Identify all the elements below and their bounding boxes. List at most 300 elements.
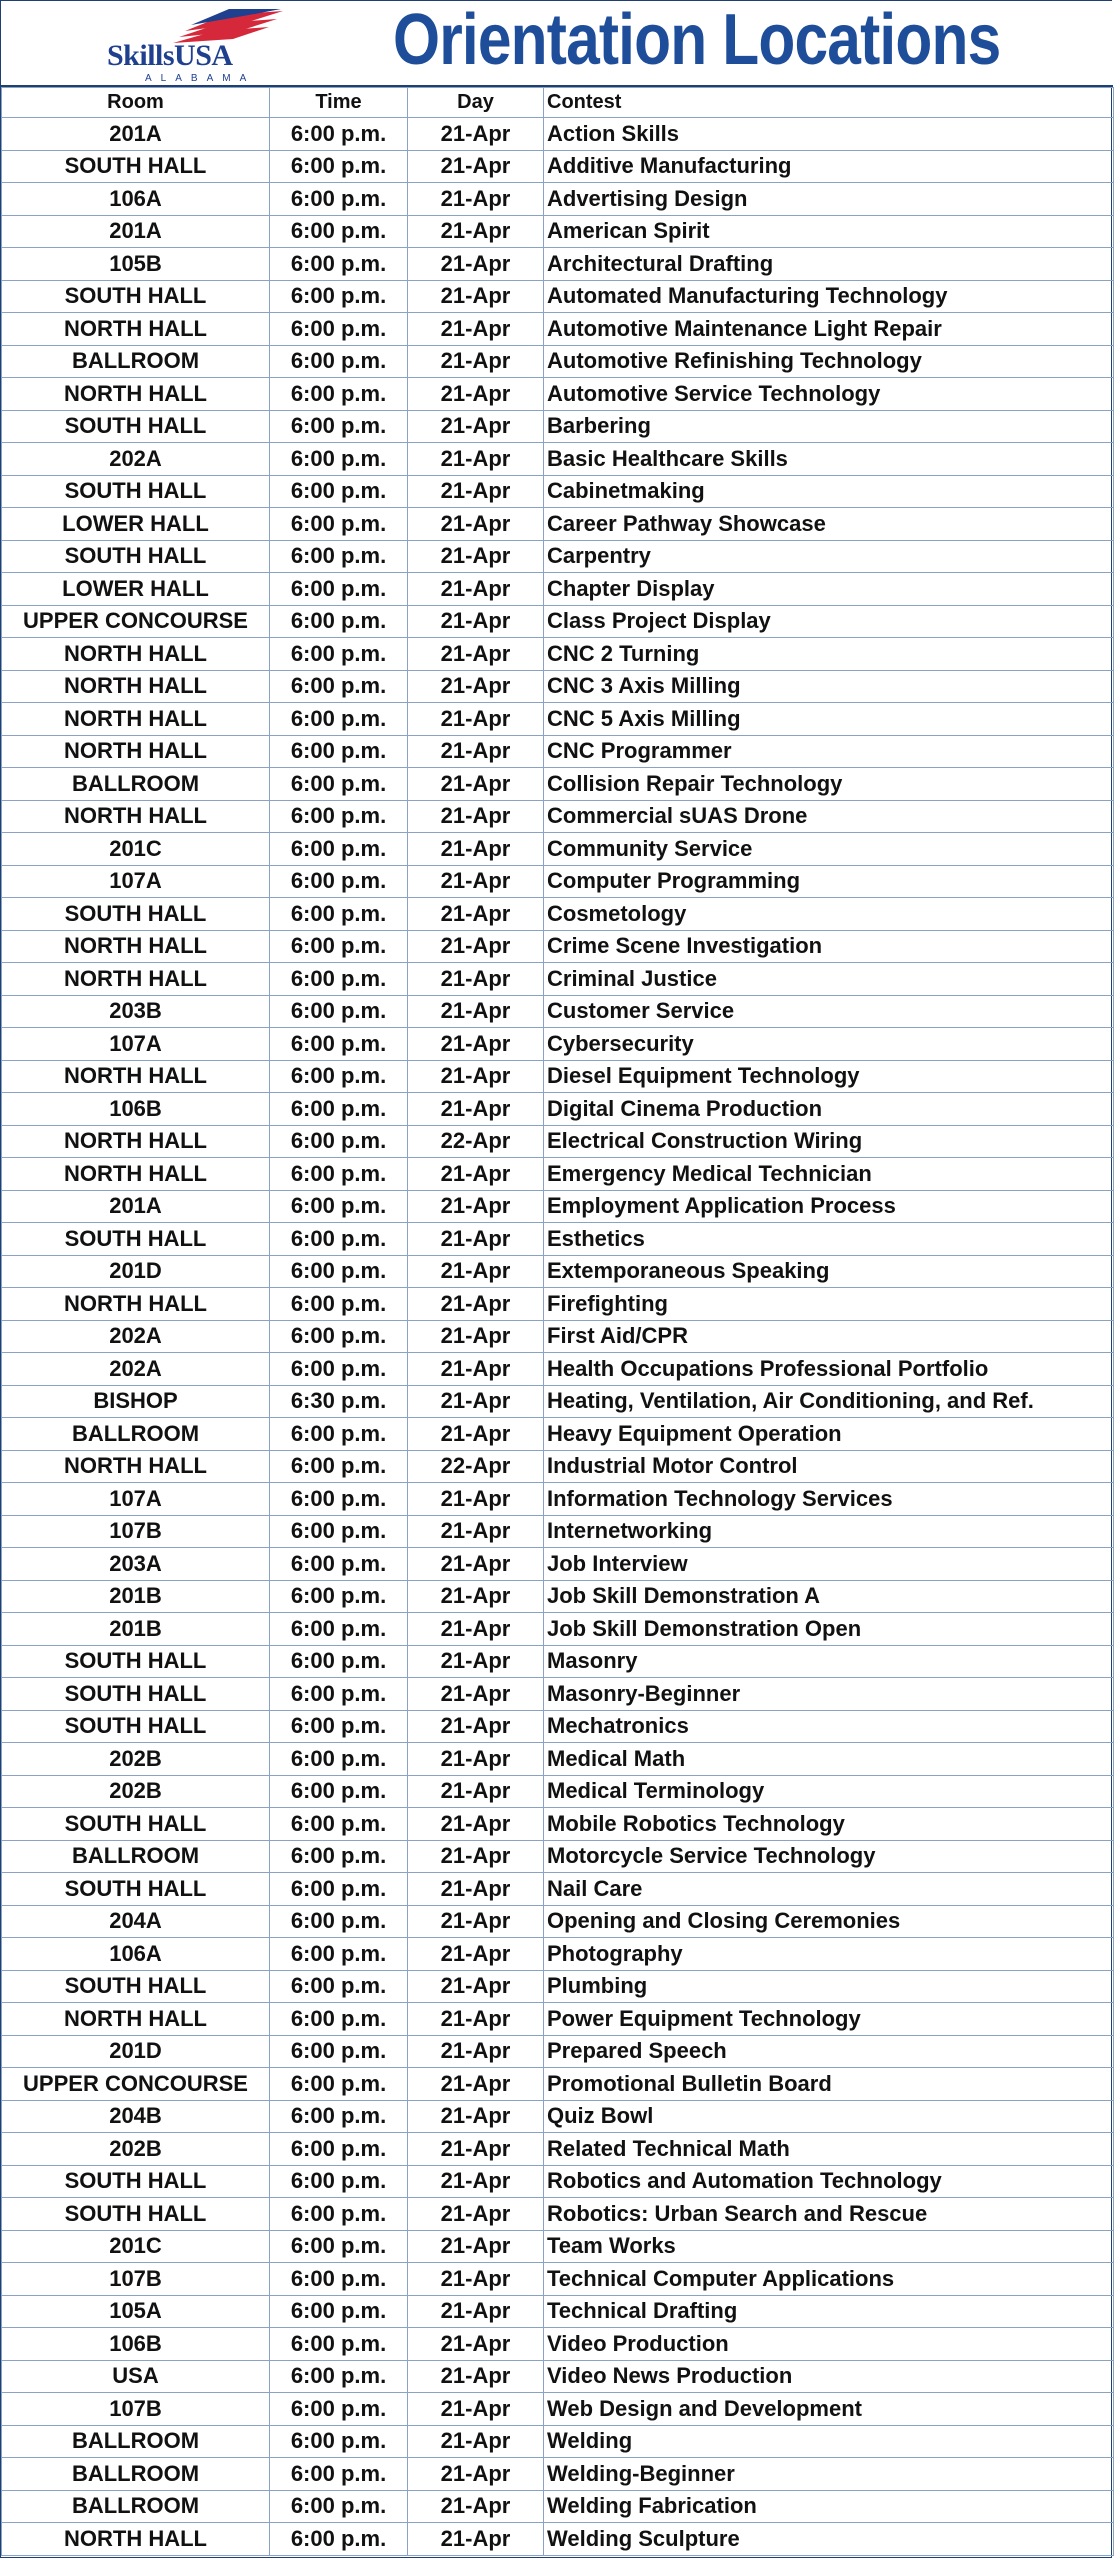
time-cell: 6:00 p.m. [270,930,408,963]
room-cell: NORTH HALL [2,930,270,963]
room-cell: BALLROOM [2,1840,270,1873]
contest-cell: Plumbing [544,1970,1114,2003]
time-cell: 6:00 p.m. [270,1743,408,1776]
table-row [2,800,1114,833]
room-cell: NORTH HALL [2,1125,270,1158]
room-cell: SOUTH HALL [2,1873,270,1906]
room-cell: LOWER HALL [2,573,270,606]
day-cell: 21-Apr [408,1385,544,1418]
contest-cell: Welding [544,2425,1114,2458]
contest-cell: Team Works [544,2230,1114,2263]
contest-cell: Architectural Drafting [544,248,1114,281]
table-row [2,2458,1114,2491]
time-cell: 6:00 p.m. [270,963,408,996]
time-cell: 6:00 p.m. [270,443,408,476]
time-cell: 6:00 p.m. [270,1873,408,1906]
room-cell: 202B [2,1775,270,1808]
day-cell: 21-Apr [408,410,544,443]
table-row [2,1483,1114,1516]
day-cell: 21-Apr [408,1158,544,1191]
day-cell: 21-Apr [408,1580,544,1613]
table-row [2,215,1114,248]
time-cell: 6:00 p.m. [270,1905,408,1938]
table-row [2,1970,1114,2003]
table-row [2,183,1114,216]
time-cell: 6:00 p.m. [270,1223,408,1256]
contest-cell: Opening and Closing Ceremonies [544,1905,1114,1938]
table-row [2,638,1114,671]
contest-cell: Photography [544,1938,1114,1971]
room-cell: 107B [2,2393,270,2426]
day-cell: 21-Apr [408,1678,544,1711]
table-row [2,248,1114,281]
day-cell: 21-Apr [408,313,544,346]
room-cell: 105A [2,2295,270,2328]
contest-cell: Career Pathway Showcase [544,508,1114,541]
day-cell: 21-Apr [408,2263,544,2296]
time-cell: 6:00 p.m. [270,2035,408,2068]
day-cell: 21-Apr [408,1483,544,1516]
day-cell: 21-Apr [408,378,544,411]
table-row [2,443,1114,476]
room-cell: NORTH HALL [2,1450,270,1483]
contest-cell: Job Interview [544,1548,1114,1581]
time-cell: 6:00 p.m. [270,183,408,216]
contest-cell: CNC 5 Axis Milling [544,703,1114,736]
day-cell: 21-Apr [408,1288,544,1321]
time-cell: 6:00 p.m. [270,1190,408,1223]
room-cell: SOUTH HALL [2,1645,270,1678]
day-cell: 21-Apr [408,2133,544,2166]
day-cell: 21-Apr [408,2100,544,2133]
day-cell: 21-Apr [408,1710,544,1743]
logo-subtext: ALABAMA [145,73,256,84]
time-cell: 6:00 p.m. [270,378,408,411]
contest-cell: Digital Cinema Production [544,1093,1114,1126]
room-cell: 107A [2,865,270,898]
day-cell: 21-Apr [408,638,544,671]
time-cell: 6:00 p.m. [270,735,408,768]
day-cell: 21-Apr [408,1255,544,1288]
table-row [2,1028,1114,1061]
room-cell: LOWER HALL [2,508,270,541]
contest-cell: Motorcycle Service Technology [544,1840,1114,1873]
table-row [2,1580,1114,1613]
room-cell: 202A [2,443,270,476]
day-cell: 21-Apr [408,1873,544,1906]
room-cell: 106A [2,1938,270,1971]
table-row [2,1808,1114,1841]
day-cell: 21-Apr [408,1190,544,1223]
room-cell: NORTH HALL [2,378,270,411]
room-cell: 201D [2,2035,270,2068]
time-cell: 6:00 p.m. [270,1808,408,1841]
header [1,1,1113,87]
time-cell: 6:00 p.m. [270,2458,408,2491]
table-row [2,2490,1114,2523]
contest-cell: Job Skill Demonstration A [544,1580,1114,1613]
logo-text: SkillsUSA [107,39,233,72]
room-cell: SOUTH HALL [2,410,270,443]
contest-cell: Advertising Design [544,183,1114,216]
contest-cell: First Aid/CPR [544,1320,1114,1353]
table-row [2,963,1114,996]
time-cell: 6:00 p.m. [270,2133,408,2166]
table-row [2,2100,1114,2133]
day-cell: 21-Apr [408,1028,544,1061]
time-cell: 6:00 p.m. [270,1775,408,1808]
day-cell: 21-Apr [408,703,544,736]
time-cell: 6:00 p.m. [270,1613,408,1646]
room-cell: NORTH HALL [2,2523,270,2556]
contest-cell: Web Design and Development [544,2393,1114,2426]
table-row [2,1873,1114,1906]
contest-cell: Information Technology Services [544,1483,1114,1516]
time-cell: 6:00 p.m. [270,1938,408,1971]
table-row [2,605,1114,638]
room-cell: UPPER CONCOURSE [2,605,270,638]
time-cell: 6:00 p.m. [270,280,408,313]
day-cell: 21-Apr [408,2230,544,2263]
day-cell: 21-Apr [408,280,544,313]
table-row [2,703,1114,736]
day-cell: 22-Apr [408,1125,544,1158]
room-cell: 202B [2,2133,270,2166]
room-cell: BISHOP [2,1385,270,1418]
day-cell: 21-Apr [408,2458,544,2491]
day-cell: 21-Apr [408,1613,544,1646]
day-cell: 21-Apr [408,1320,544,1353]
contest-cell: Mobile Robotics Technology [544,1808,1114,1841]
contest-cell: Automotive Maintenance Light Repair [544,313,1114,346]
time-cell: 6:00 p.m. [270,768,408,801]
table-row [2,995,1114,1028]
table-row [2,1645,1114,1678]
contest-cell: Quiz Bowl [544,2100,1114,2133]
room-cell: 201B [2,1613,270,1646]
contest-cell: Firefighting [544,1288,1114,1321]
room-cell: SOUTH HALL [2,540,270,573]
contest-cell: Technical Drafting [544,2295,1114,2328]
time-cell: 6:00 p.m. [270,1060,408,1093]
contest-cell: Robotics and Automation Technology [544,2165,1114,2198]
contest-cell: Esthetics [544,1223,1114,1256]
contest-cell: Crime Scene Investigation [544,930,1114,963]
room-cell: SOUTH HALL [2,2165,270,2198]
table-row [2,573,1114,606]
contest-cell: Action Skills [544,118,1114,151]
table-row [2,2198,1114,2231]
contest-cell: Cosmetology [544,898,1114,931]
contest-cell: Welding Fabrication [544,2490,1114,2523]
room-cell: 203B [2,995,270,1028]
time-cell: 6:00 p.m. [270,2230,408,2263]
table-row [2,768,1114,801]
room-cell: NORTH HALL [2,313,270,346]
day-cell: 21-Apr [408,248,544,281]
table-row [2,1938,1114,1971]
time-cell: 6:00 p.m. [270,1028,408,1061]
contest-cell: Chapter Display [544,573,1114,606]
day-cell: 21-Apr [408,1905,544,1938]
page-title: Orientation Locations [393,0,1001,80]
time-cell: 6:00 p.m. [270,1450,408,1483]
table-row [2,2523,1114,2556]
room-cell: 106B [2,1093,270,1126]
day-cell: 21-Apr [408,150,544,183]
time-cell: 6:00 p.m. [270,2425,408,2458]
contest-cell: Automotive Service Technology [544,378,1114,411]
contest-cell: Nail Care [544,1873,1114,1906]
room-cell: BALLROOM [2,2425,270,2458]
contest-cell: Extemporaneous Speaking [544,1255,1114,1288]
room-cell: SOUTH HALL [2,1970,270,2003]
room-cell: 201A [2,215,270,248]
contest-cell: CNC Programmer [544,735,1114,768]
day-cell: 21-Apr [408,605,544,638]
room-cell: BALLROOM [2,2458,270,2491]
column-header-time: Time [270,88,408,118]
contest-cell: Prepared Speech [544,2035,1114,2068]
room-cell: UPPER CONCOURSE [2,2068,270,2101]
room-cell: BALLROOM [2,2490,270,2523]
time-cell: 6:00 p.m. [270,1710,408,1743]
room-cell: BALLROOM [2,345,270,378]
time-cell: 6:00 p.m. [270,2165,408,2198]
time-cell: 6:00 p.m. [270,1840,408,1873]
table-row [2,2068,1114,2101]
table-row [2,313,1114,346]
table-row [2,2165,1114,2198]
day-cell: 21-Apr [408,183,544,216]
table-row [2,1515,1114,1548]
table-row [2,1288,1114,1321]
day-cell: 21-Apr [408,865,544,898]
table-row [2,1060,1114,1093]
day-cell: 21-Apr [408,1840,544,1873]
time-cell: 6:00 p.m. [270,1678,408,1711]
time-cell: 6:00 p.m. [270,475,408,508]
contest-cell: Customer Service [544,995,1114,1028]
table-row [2,1125,1114,1158]
room-cell: SOUTH HALL [2,1710,270,1743]
room-cell: NORTH HALL [2,1060,270,1093]
time-cell: 6:00 p.m. [270,1970,408,2003]
day-cell: 21-Apr [408,2068,544,2101]
time-cell: 6:30 p.m. [270,1385,408,1418]
time-cell: 6:00 p.m. [270,1353,408,1386]
time-cell: 6:00 p.m. [270,540,408,573]
time-cell: 6:00 p.m. [270,2360,408,2393]
time-cell: 6:00 p.m. [270,1580,408,1613]
time-cell: 6:00 p.m. [270,2523,408,2556]
room-cell: NORTH HALL [2,2003,270,2036]
contest-cell: American Spirit [544,215,1114,248]
time-cell: 6:00 p.m. [270,1125,408,1158]
contest-cell: Electrical Construction Wiring [544,1125,1114,1158]
time-cell: 6:00 p.m. [270,865,408,898]
day-cell: 22-Apr [408,1450,544,1483]
contest-cell: Robotics: Urban Search and Rescue [544,2198,1114,2231]
time-cell: 6:00 p.m. [270,1320,408,1353]
contest-cell: Internetworking [544,1515,1114,1548]
contest-cell: Barbering [544,410,1114,443]
room-cell: 107B [2,2263,270,2296]
day-cell: 21-Apr [408,1548,544,1581]
table-body [2,118,1114,2556]
table-row [2,378,1114,411]
table-row [2,1320,1114,1353]
contest-cell: Emergency Medical Technician [544,1158,1114,1191]
table-row [2,670,1114,703]
time-cell: 6:00 p.m. [270,2295,408,2328]
contest-cell: Medical Math [544,1743,1114,1776]
time-cell: 6:00 p.m. [270,1515,408,1548]
table-row [2,2425,1114,2458]
day-cell: 21-Apr [408,2328,544,2361]
table-row [2,1353,1114,1386]
contest-cell: Employment Application Process [544,1190,1114,1223]
time-cell: 6:00 p.m. [270,1418,408,1451]
room-cell: 201A [2,1190,270,1223]
room-cell: SOUTH HALL [2,1223,270,1256]
room-cell: 201C [2,833,270,866]
table-row [2,1840,1114,1873]
contest-cell: Related Technical Math [544,2133,1114,2166]
table-row [2,1190,1114,1223]
table-row [2,1418,1114,1451]
room-cell: 204B [2,2100,270,2133]
time-cell: 6:00 p.m. [270,2490,408,2523]
room-cell: USA [2,2360,270,2393]
day-cell: 21-Apr [408,670,544,703]
table-row [2,1093,1114,1126]
room-cell: NORTH HALL [2,1158,270,1191]
room-cell: 204A [2,1905,270,1938]
contest-cell: Diesel Equipment Technology [544,1060,1114,1093]
day-cell: 21-Apr [408,1515,544,1548]
skillsusa-logo [105,7,285,83]
room-cell: SOUTH HALL [2,280,270,313]
day-cell: 21-Apr [408,443,544,476]
day-cell: 21-Apr [408,1970,544,2003]
day-cell: 21-Apr [408,1743,544,1776]
contest-cell: Carpentry [544,540,1114,573]
room-cell: 202A [2,1353,270,1386]
table-row [2,1158,1114,1191]
day-cell: 21-Apr [408,508,544,541]
room-cell: NORTH HALL [2,1288,270,1321]
contest-cell: Collision Repair Technology [544,768,1114,801]
time-cell: 6:00 p.m. [270,638,408,671]
contest-cell: Masonry [544,1645,1114,1678]
room-cell: 201B [2,1580,270,1613]
contest-cell: Medical Terminology [544,1775,1114,1808]
table-row [2,475,1114,508]
time-cell: 6:00 p.m. [270,2100,408,2133]
contest-cell: Health Occupations Professional Portfolio [544,1353,1114,1386]
contest-cell: Heavy Equipment Operation [544,1418,1114,1451]
time-cell: 6:00 p.m. [270,2263,408,2296]
table-row [2,1223,1114,1256]
time-cell: 6:00 p.m. [270,2328,408,2361]
table-row [2,735,1114,768]
table-row [2,1710,1114,1743]
room-cell: 201A [2,118,270,151]
table-row [2,898,1114,931]
table-row [2,1678,1114,1711]
room-cell: BALLROOM [2,1418,270,1451]
time-cell: 6:00 p.m. [270,2068,408,2101]
room-cell: 202B [2,1743,270,1776]
table-row [2,930,1114,963]
table-header-row [2,88,1114,118]
room-cell: 106A [2,183,270,216]
contest-cell: Heating, Ventilation, Air Conditioning, and Ref. [544,1385,1114,1418]
room-cell: 201C [2,2230,270,2263]
room-cell: BALLROOM [2,768,270,801]
contest-cell: Video News Production [544,2360,1114,2393]
contest-cell: Additive Manufacturing [544,150,1114,183]
day-cell: 21-Apr [408,2165,544,2198]
time-cell: 6:00 p.m. [270,118,408,151]
day-cell: 21-Apr [408,898,544,931]
table-row [2,345,1114,378]
day-cell: 21-Apr [408,1645,544,1678]
contest-cell: Automated Manufacturing Technology [544,280,1114,313]
day-cell: 21-Apr [408,2360,544,2393]
time-cell: 6:00 p.m. [270,670,408,703]
room-cell: SOUTH HALL [2,1678,270,1711]
table-row [2,540,1114,573]
day-cell: 21-Apr [408,800,544,833]
contest-cell: Welding-Beginner [544,2458,1114,2491]
contest-cell: Criminal Justice [544,963,1114,996]
contest-cell: Cabinetmaking [544,475,1114,508]
time-cell: 6:00 p.m. [270,833,408,866]
table-row [2,410,1114,443]
contest-cell: Power Equipment Technology [544,2003,1114,2036]
time-cell: 6:00 p.m. [270,2393,408,2426]
table-row [2,2295,1114,2328]
table-row [2,2263,1114,2296]
table-row [2,2360,1114,2393]
table-row [2,1775,1114,1808]
day-cell: 21-Apr [408,2393,544,2426]
contest-cell: Masonry-Beginner [544,1678,1114,1711]
contest-cell: Computer Programming [544,865,1114,898]
table-row [2,1450,1114,1483]
time-cell: 6:00 p.m. [270,2003,408,2036]
time-cell: 6:00 p.m. [270,345,408,378]
column-header-room: Room [2,88,270,118]
table-row [2,1548,1114,1581]
room-cell: SOUTH HALL [2,150,270,183]
time-cell: 6:00 p.m. [270,703,408,736]
time-cell: 6:00 p.m. [270,1288,408,1321]
day-cell: 21-Apr [408,1060,544,1093]
contest-cell: CNC 2 Turning [544,638,1114,671]
day-cell: 21-Apr [408,833,544,866]
table-row [2,1255,1114,1288]
day-cell: 21-Apr [408,995,544,1028]
time-cell: 6:00 p.m. [270,1483,408,1516]
room-cell: 105B [2,248,270,281]
day-cell: 21-Apr [408,735,544,768]
locations-table [1,87,1114,2556]
contest-cell: Industrial Motor Control [544,1450,1114,1483]
day-cell: 21-Apr [408,215,544,248]
